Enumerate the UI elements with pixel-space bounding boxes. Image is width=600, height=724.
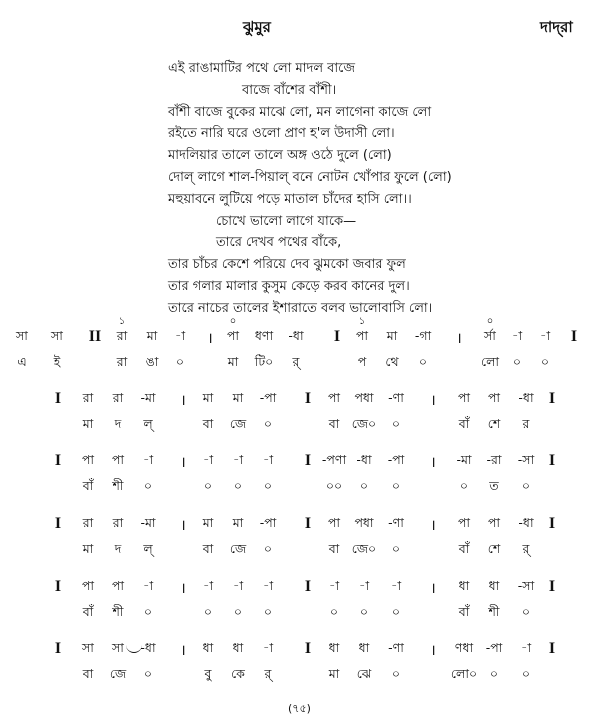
swara-note: পা [111, 452, 125, 467]
lyric-syllable: টি০ [254, 354, 274, 369]
swara-note: -পণা [321, 452, 347, 467]
bar-line: I [304, 640, 312, 657]
lyric-syllable: বা [82, 666, 94, 681]
lyric-syllable: র্‌ [264, 666, 272, 681]
bar-line: I [304, 515, 312, 532]
lyric-syllable: ০ [391, 416, 401, 431]
lyric-syllable: ০ [512, 354, 522, 369]
bar-line: I [304, 390, 312, 407]
swara-note: পধা [354, 515, 374, 530]
swara-note: মা [202, 390, 214, 405]
swara-note: মা [202, 515, 214, 530]
lyric-syllable: ০ [521, 604, 531, 619]
lyric-syllable: বাঁ [82, 604, 94, 619]
swara-note: -ধা [518, 390, 534, 405]
lyric-syllable: বাঁ [458, 541, 470, 556]
bar-line: I [333, 328, 341, 345]
bar-line: I [304, 452, 312, 469]
swara-note: ধা [358, 640, 370, 655]
lyric-line: তারে দেখব পথের বাঁকে, [216, 235, 342, 251]
bar-line: । [207, 331, 213, 347]
bar-line: । [430, 518, 436, 534]
bar-line: । [430, 455, 436, 471]
swara-note: সা [16, 328, 28, 343]
swara-note: -ধা [518, 515, 534, 530]
swara-note: -া [232, 578, 244, 593]
lyric-syllable: ০ [143, 478, 153, 493]
swara-note: রা [82, 515, 94, 530]
notation-line [0, 630, 600, 692]
lyric-syllable: বু [204, 666, 212, 681]
swara-note: ধণা [254, 328, 274, 343]
lyric-line: মহুয়াবনে লুটিয়ে পড়ে মাতাল চাঁদের হাসি লো।। [168, 191, 412, 207]
lyric-syllable: লো [480, 354, 500, 369]
lyric-syllable: শী [112, 604, 124, 619]
swara-note: পা [355, 328, 369, 343]
lyric-line: তারে নাচের তালের ইশারাতে বলব ভালোবাসি লো। [168, 300, 433, 316]
swara-note: -পা [485, 640, 503, 655]
bar-line: । [180, 393, 186, 409]
lyric-syllable: ০ [263, 604, 273, 619]
lyric-syllable: রা [116, 354, 128, 369]
swara-note: -ধা [140, 640, 156, 655]
swara-note: -া [262, 452, 274, 467]
lyric-syllable: মা [82, 416, 94, 431]
bar-line: । [430, 393, 436, 409]
swara-note: রা [82, 390, 94, 405]
lyric-syllable: জে [229, 416, 247, 431]
swara-note: সা [82, 640, 94, 655]
swara-note: -গা [414, 328, 432, 343]
swara-note: -া [174, 328, 186, 343]
bar-line: II [88, 328, 102, 345]
swara-note: -া [511, 328, 523, 343]
swara-note: -ধা [288, 328, 304, 343]
lyric-line: চোখে ভালো লাগে যাকে— [216, 213, 357, 229]
lyric-syllable: দ [114, 541, 122, 556]
lyric-line: বাজে বাঁশের বাঁশী। [242, 82, 337, 98]
lyric-line: মাদলিয়ার তালে তালে অঙ্গ ওঠে দুলে (লো) [168, 148, 392, 164]
bar-line: I [54, 515, 62, 532]
lyric-syllable: ০ [233, 604, 243, 619]
bar-line: I [548, 515, 556, 532]
lyric-syllable: শী [488, 604, 500, 619]
notation-line [0, 318, 600, 380]
lyric-syllable: জে [109, 666, 127, 681]
lyric-syllable: বাঁ [458, 416, 470, 431]
swara-note: পা [81, 578, 95, 593]
swara-note: পধা [354, 390, 374, 405]
swara-note: -পা [259, 515, 277, 530]
bar-line: । [180, 455, 186, 471]
lyric-syllable: বা [328, 541, 340, 556]
lyric-syllable: ঝে [356, 666, 372, 681]
swara-note: -সা [517, 578, 535, 593]
swara-note: পা [327, 390, 341, 405]
lyric-syllable: জে [229, 541, 247, 556]
lyric-syllable: শে [487, 541, 501, 556]
lyric-syllable: থে [385, 354, 399, 369]
lyric-syllable: ০ [203, 478, 213, 493]
lyric-line: তার চাঁচর কেশে পরিয়ে দেব ঝুমকো জবার ফুল [168, 257, 406, 273]
lyric-syllable: র্‌ [522, 541, 530, 556]
bar-line: । [180, 518, 186, 534]
bar-line: I [54, 578, 62, 595]
lyric-syllable: বা [328, 416, 340, 431]
swara-note: -া [358, 578, 370, 593]
lyric-syllable: ০০ [325, 478, 343, 493]
tala-label: দাদ্‌রা [540, 18, 573, 36]
lyric-syllable: ০ [359, 478, 369, 493]
lyric-syllable: ০ [203, 604, 213, 619]
swara-note: -ণা [388, 515, 404, 530]
swara-note: -া [328, 578, 340, 593]
bar-line: I [570, 328, 578, 345]
lyric-syllable: ০ [143, 604, 153, 619]
lyric-syllable: ০ [391, 478, 401, 493]
lyric-syllable: ০ [233, 478, 243, 493]
swara-note: পা [81, 452, 95, 467]
bar-line: I [54, 452, 62, 469]
swara-note: -রা [486, 452, 502, 467]
swara-note: -া [202, 452, 214, 467]
khali-mark: ০ [486, 316, 494, 327]
sam-mark: ১ [358, 316, 366, 327]
swara-note: ধা [488, 578, 500, 593]
swara-note: -া [390, 578, 402, 593]
swara-note: মা [386, 328, 398, 343]
lyric-syllable: ০ [459, 478, 469, 493]
bar-line: I [304, 578, 312, 595]
lyric-syllable: লো০ [450, 666, 478, 681]
lyric-syllable: ০ [143, 666, 153, 681]
lyric-syllable: র [522, 416, 530, 431]
lyric-syllable: জে০ [351, 541, 377, 556]
swara-note: মা [146, 328, 158, 343]
lyric-line: তার গলার মালার কুসুম কেড়ে করব কানের দুল। [168, 278, 410, 294]
lyric-syllable: ০ [359, 604, 369, 619]
lyric-syllable: মা [328, 666, 340, 681]
lyric-line: দোল্‌ লাগে শাল-পিয়াল্‌ বনে নোটন খোঁপার ফুলে (লো) [168, 169, 452, 185]
swara-note: -া [262, 578, 274, 593]
swara-note: পা [487, 390, 501, 405]
swara-note: ণধা [454, 640, 474, 655]
bar-line: । [430, 581, 436, 597]
lyric-syllable: ০ [329, 604, 339, 619]
lyric-syllable: ০ [521, 478, 531, 493]
swara-note: পা [226, 328, 240, 343]
lyric-syllable: কে [231, 666, 245, 681]
bar-line: । [180, 581, 186, 597]
lyric-syllable: ০ [418, 354, 428, 369]
song-title: ঝুমুর [243, 18, 271, 36]
swara-note: -ণা [388, 640, 404, 655]
sam-mark: ১ [118, 316, 126, 327]
lyric-syllable: ০ [521, 666, 531, 681]
lyric-syllable: প [357, 354, 367, 369]
bar-line: । [430, 643, 436, 659]
bar-line: I [548, 578, 556, 595]
swara-note: ধা [202, 640, 214, 655]
lyric-syllable: ০ [263, 541, 273, 556]
swara-note: রা [112, 390, 124, 405]
swara-note: -মা [140, 390, 156, 405]
lyric-syllable: বা [202, 416, 214, 431]
swara-note: মা [232, 390, 244, 405]
swara-note: -ধা [356, 452, 372, 467]
lyric-syllable: বাঁ [82, 478, 94, 493]
bar-line: I [54, 390, 62, 407]
lyric-syllable: শী [112, 478, 124, 493]
notation-line [0, 380, 600, 442]
notation-line [0, 505, 600, 567]
lyric-syllable: ০ [391, 666, 401, 681]
swara-note: -া [232, 452, 244, 467]
lyric-syllable: মা [82, 541, 94, 556]
lyric-syllable: ০ [391, 541, 401, 556]
page-number: (৭৫) [288, 702, 311, 715]
lyric-syllable: শে [487, 416, 501, 431]
swara-note: পা [111, 578, 125, 593]
lyric-syllable: ০ [175, 354, 185, 369]
swara-note: -পা [259, 390, 277, 405]
bar-line: I [548, 452, 556, 469]
swara-note: পা [487, 515, 501, 530]
lyric-syllable: ল্‌ [143, 416, 153, 431]
swara-note: ধা [232, 640, 244, 655]
swara-note: -া [539, 328, 551, 343]
lyric-syllable: ০ [263, 416, 273, 431]
lyric-line: এই রাঙামাটির পথে লো মাদল বাজে [168, 61, 356, 76]
swara-note: ধা [328, 640, 340, 655]
swara-note: -া [142, 452, 154, 467]
lyrics-block [168, 58, 452, 320]
lyric-syllable: ০ [540, 354, 550, 369]
lyric-syllable: এ [17, 354, 27, 369]
lyric-syllable: ল্‌ [143, 541, 153, 556]
bar-line: I [548, 640, 556, 657]
swara-note: রা [112, 515, 124, 530]
lyric-syllable: ০ [489, 666, 499, 681]
swara-note: -া [520, 640, 532, 655]
lyric-syllable: ০ [391, 604, 401, 619]
lyric-syllable: বাঁ [458, 604, 470, 619]
swara-note: -পা [387, 452, 405, 467]
swara-note: রা [116, 328, 128, 343]
lyric-syllable: ই [53, 354, 61, 369]
lyric-syllable: ০ [263, 478, 273, 493]
bar-line: । [180, 643, 186, 659]
lyric-line: বাঁশী বাজে বুকের মাঝে লো, মন লাগেনা কাজে লো [168, 104, 432, 120]
lyric-syllable: র্‌ [292, 354, 300, 369]
swara-note: -া [202, 578, 214, 593]
khali-mark: ০ [229, 316, 237, 327]
swara-note: -সা [517, 452, 535, 467]
swara-note: -া [142, 578, 154, 593]
notation-line [0, 442, 600, 504]
bar-line: I [54, 640, 62, 657]
lyric-syllable: ত [489, 478, 499, 493]
swara-note: -মা [456, 452, 472, 467]
swara-note: পা [457, 390, 471, 405]
swara-note: -মা [140, 515, 156, 530]
lyric-line: রইতে নারি ঘরে ওলো প্রাণ হ'ল উদাসী লো। [168, 126, 395, 142]
swara-note: -া [262, 640, 274, 655]
lyric-syllable: মা [227, 354, 239, 369]
swara-note: সা [112, 640, 124, 655]
lyric-syllable: দ [114, 416, 122, 431]
bar-line: । [456, 331, 462, 347]
lyric-syllable: জে০ [351, 416, 377, 431]
swara-note: ধা [458, 578, 470, 593]
lyric-syllable: বা [202, 541, 214, 556]
swara-note: মা [232, 515, 244, 530]
swara-note: -ণা [388, 390, 404, 405]
swara-note: পা [457, 515, 471, 530]
lyric-syllable: ঙা [145, 354, 159, 369]
swara-note: পা [327, 515, 341, 530]
swara-note: র্সা [484, 328, 496, 343]
swara-note: সা [51, 328, 63, 343]
bar-line: I [548, 390, 556, 407]
notation-line [0, 568, 600, 630]
